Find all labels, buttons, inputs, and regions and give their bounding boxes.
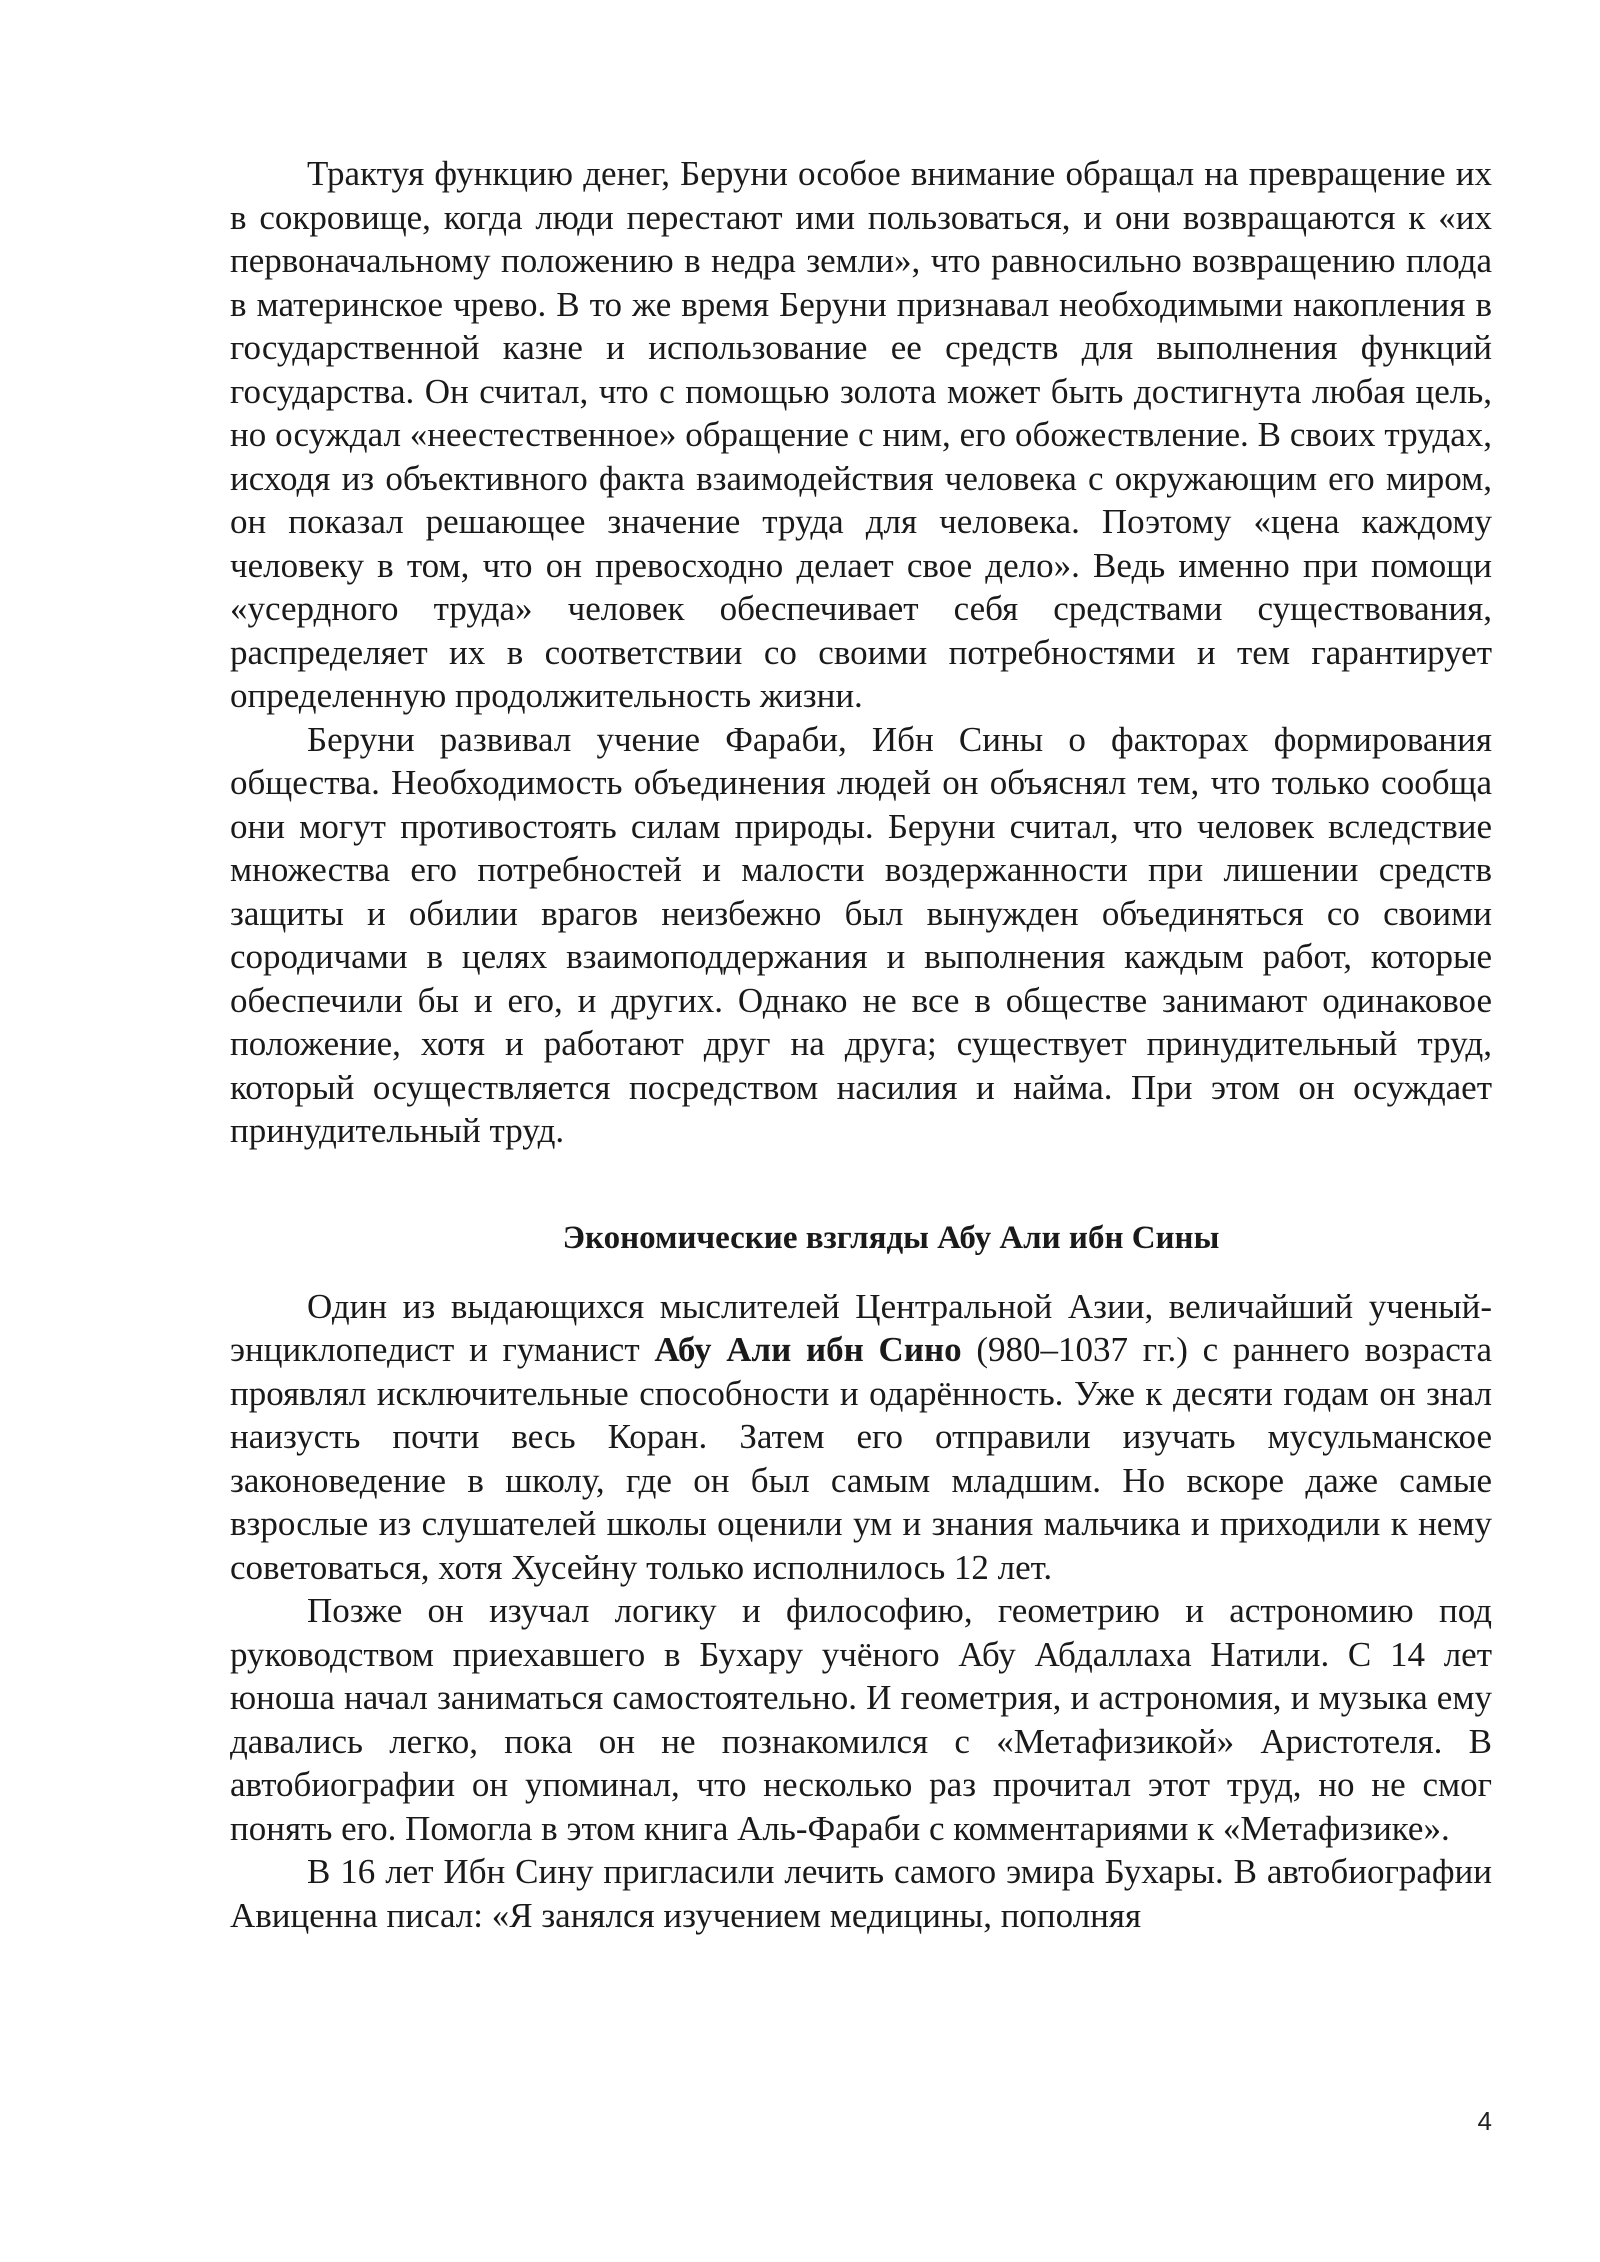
ibn-sina-name: Абу Али ибн Сино xyxy=(654,1330,962,1369)
paragraph-beruni-society: Беруни развивал учение Фараби, Ибн Сины о факторах формирования общества. Необходимость объединения людей он объяснял тем, что только сообща они могут противостоять силам природы. Беруни считал, что человек вследствие множества его потребностей и малости воздержанности при лишении средств защиты и обилии врагов неизбежно был вынужден объединяться со своими сородичами в целях взаимоподдержания и выполнения каждым работ, которые обеспечили бы и его, и других. Однако не все в обществе занимают одинаковое положение, хотя и работают друг на друга; существует принудительный труд, который осуществляется посредством насилия и найма. При этом он осуждает принудительный труд. xyxy=(230,719,1492,1150)
document-page xyxy=(230,152,1492,1937)
paragraph-beruni-money: Трактуя функцию денег, Беруни особое внимание обращал на превращение их в сокровище, когда люди перестают ими пользоваться, и они возвращаются к «их первоначальному положению в недра земли», что равносильно возвращению плода в материнское чрево. В то же время Беруни признавал необходимыми накопления в государственной казне и использование ее средств для выполнения функций государства. Он считал, что с помощью золота может быть достигнута любая цель, но осуждал «неестественное» обращение с ним, его обожествление. В своих трудах, исходя из объективного факта взаимодействия человека с окружающим его миром, он показал решающее значение труда для человека. Поэтому «цена каждому человеку в том, что он превосходно делает свое дело». Ведь именно при помощи «усердного труда» человек обеспечивает себя средствами существования, распределяет их в соответствии со своими потребностями и тем гарантирует определенную продолжительность жизни. xyxy=(230,154,1492,715)
paragraph-ibn-sina-studies: Позже он изучал логику и философию, геометрию и астрономию под руководством приехавшего в Бухару учёного Абу Абдаллаха Натили. С 14 лет юноша начал заниматься самостоятельно. И геометрия, и астрономия, и музыка ему давались легко, пока он не познакомился с «Метафизикой» Аристотеля. В автобиографии он упоминал, что несколько раз прочитал этот труд, но не смог понять его. Помогла в этом книга Аль-Фараби с комментариями к «Метафизике». xyxy=(230,1591,1492,1848)
section-heading: Экономические взгляды Абу Али ибн Сины xyxy=(562,1219,1220,1256)
paragraph-ibn-sina-intro xyxy=(230,1285,1492,1590)
page-number: 4 xyxy=(1477,2106,1492,2136)
paragraph-ibn-sina-intro-rest: (980–1037 гг.) с раннего возраста проявлял исключительные способности и одарённость. Уже к десяти годам он знал наизусть почти весь Коран. Затем его отправили изучать мусульманское законоведение в школу, где он был самым младшим. Но вскоре даже самые взрослые из слушателей школы оценили ум и знания мальчика и приходили к нему советоваться, хотя Хусейну только исполнилось 12 лет. xyxy=(230,1330,1493,1587)
paragraph-ibn-sina-intro-start: Один из выдающихся мыслителей Центральной Азии, величайший ученый-энциклопедист и гуманист xyxy=(230,1286,1492,1369)
paragraph-ibn-sina-medicine: В 16 лет Ибн Сину пригласили лечить самого эмира Бухары. В автобиографии Авиценна писал: «Я занялся изучением медицины, пополняя xyxy=(230,1852,1492,1935)
